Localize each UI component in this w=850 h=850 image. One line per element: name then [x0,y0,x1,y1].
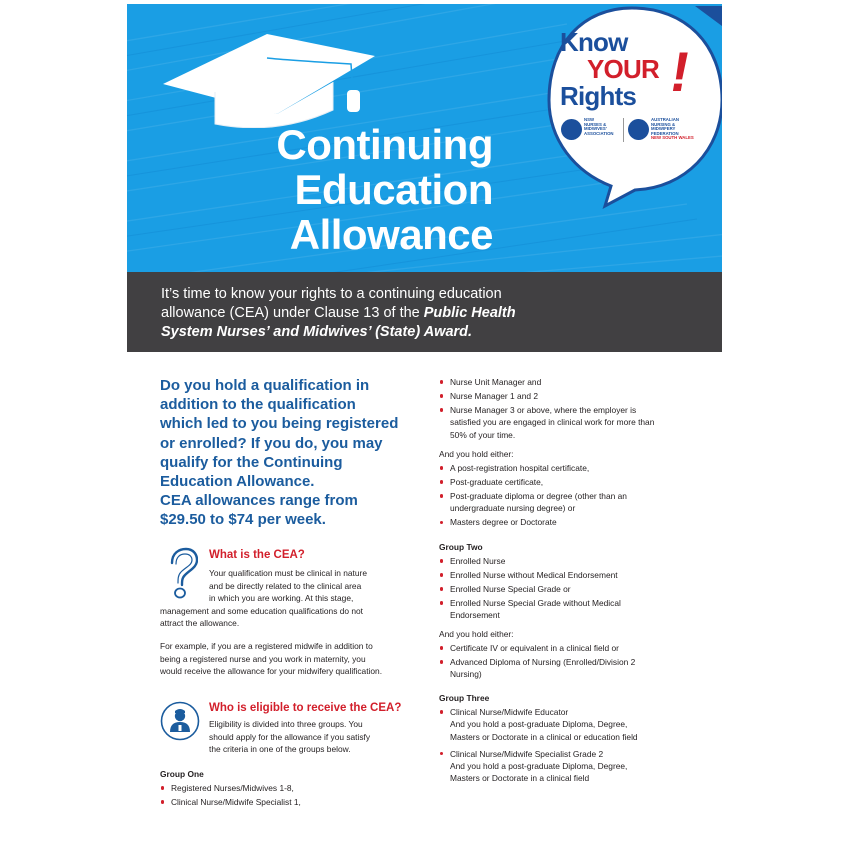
logo-divider [623,118,624,142]
badge-rights: Rights [560,81,637,111]
list-item: Nurse Manager 1 and 2 [439,390,699,402]
group-two-heading: Group Two [439,542,483,552]
who-paragraph: Eligibility is divided into three groups. You should apply for the allowance if you satisfy the criteria in one of the groups below. [209,719,371,754]
list-item: Certificate IV or equivalent in a clinical field or [439,642,699,654]
flyer-page [127,4,722,846]
what-heading: What is the CEA? [209,549,305,561]
what-paragraph-2: For example, if you are a registered midwife in addition to being a registered nurse and you work in maternity, you would receive the allowance for your midwifery qualification. [160,641,383,676]
title-line: Education [294,166,493,213]
list-item: Clinical Nurse/Midwife Specialist Grade 2 And you hold a post-graduate Diploma, Degree, Masters or Doctorate in a clinical field [439,748,709,785]
badge-know: Know [560,27,628,57]
nswnma-logo-icon [561,119,582,140]
list-item: Nurse Manager 3 or above, where the employer is satisfied you are engaged in clinical work for more than 50% of your time. [439,404,699,441]
list-item: A post-registration hospital certificate, [439,462,699,474]
title-line: Allowance [289,211,493,258]
group-one-list [160,782,420,810]
anmf-logo-icon [628,119,649,140]
know-your-rights-badge [560,29,670,110]
group-one-either-list [439,462,699,530]
who-heading: Who is eligible to receive the CEA? [209,702,402,714]
list-item: Nurse Unit Manager and [439,376,699,388]
badge-your: YOUR [587,54,659,84]
list-item: Enrolled Nurse Special Grade without Medical Endorsement [439,597,699,622]
what-paragraph-1a: Your qualification must be clinical in nature and be directly related to the clinical area in which you are working. At this stage, [209,568,367,603]
hero-banner [127,4,722,272]
intro-banner [127,272,722,352]
group-two-list [439,555,699,623]
lead-paragraph: Do you hold a qualification in addition to the qualification which led to you being registered or enrolled? If you do, you may qualify for the Continuing Education Allowance. CEA allowances range from $29.50 to $74 per week. [160,377,399,529]
question-mark-icon [164,547,198,599]
list-item: Post-graduate certificate, [439,476,699,488]
exclamation-mark: ! [665,40,696,103]
nswnma-logo-text: NSW NURSES & MIDWIVES' ASSOCIATION [584,117,614,136]
intro-text: It’s time to know your rights to a continuing education allowance (CEA) under Clause 13 of the Public Health System Nurses’ and Midwives’ (State) Award. [161,286,516,340]
nurse-icon [160,701,200,741]
list-item: Post-graduate diploma or degree (other than an undergraduate nursing degree) or [439,490,699,515]
group-one-either-label: And you hold either: [439,449,514,459]
page-title [167,122,493,257]
group-three-heading: Group Three [439,693,490,703]
list-item: Enrolled Nurse Special Grade or [439,583,699,595]
group-two-either-list [439,642,699,682]
list-item: Registered Nurses/Midwives 1-8, [160,782,420,794]
anmf-logo-text: AUSTRALIAN NURSING & MIDWIFERY FEDERATION NEW SOUTH WALES [651,117,694,141]
list-item: Enrolled Nurse [439,555,699,567]
group-three-list [439,706,709,786]
list-item: Advanced Diploma of Nursing (Enrolled/Division 2 Nursing) [439,656,699,681]
list-item: Masters degree or Doctorate [439,516,699,528]
list-item: Clinical Nurse/Midwife Specialist 1, [160,796,420,808]
association-logos [561,116,711,146]
graduation-cap-icon [145,18,385,128]
group-one-heading: Group One [160,769,204,779]
list-item: Enrolled Nurse without Medical Endorsement [439,569,699,581]
group-one-list-continued [439,376,699,443]
group-two-either-label: And you hold either: [439,629,514,639]
title-line: Continuing [276,121,493,168]
what-paragraph-1b: management and some education qualifications do not attract the allowance. [160,605,363,628]
list-item: Clinical Nurse/Midwife Educator And you hold a post-graduate Diploma, Degree, Masters or Doctorate in a clinical or education field [439,706,709,743]
